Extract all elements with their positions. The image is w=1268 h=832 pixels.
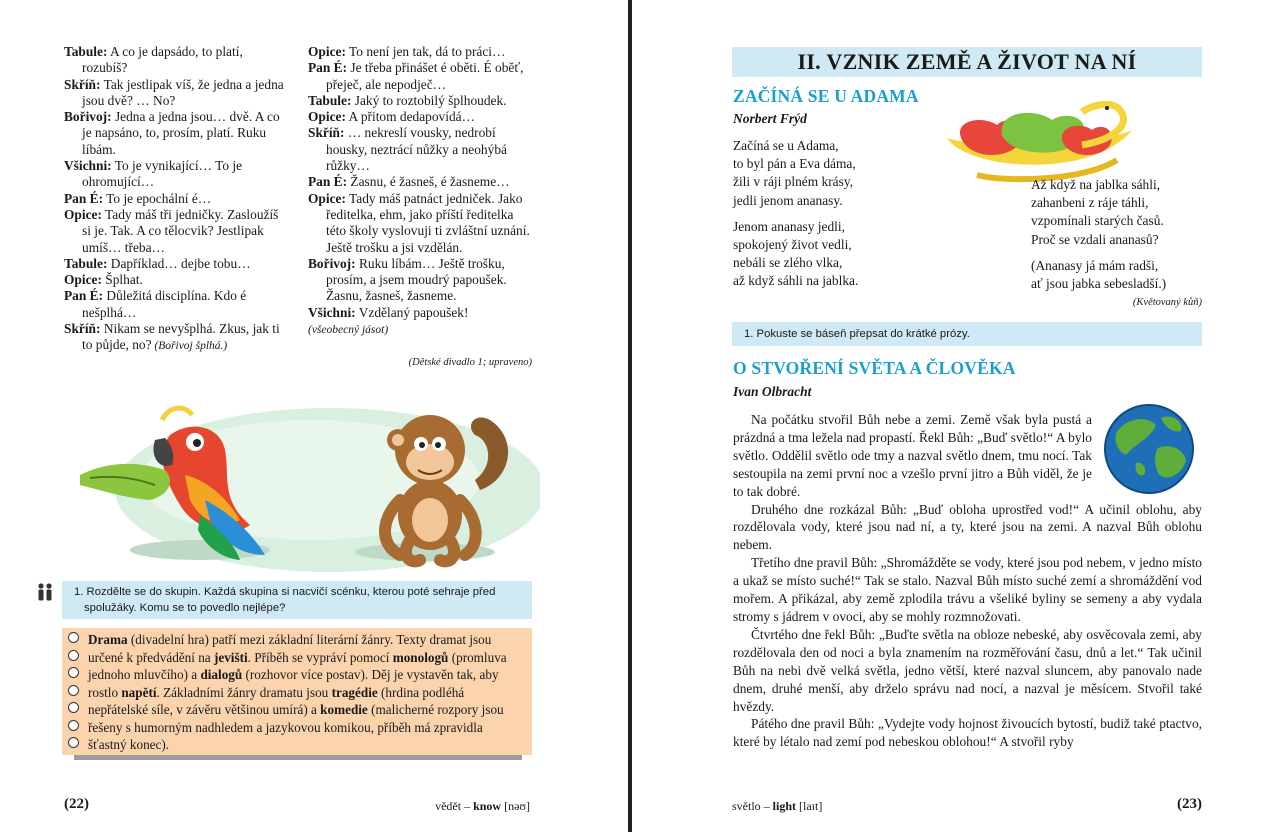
prose-author: Ivan Olbracht xyxy=(733,384,812,399)
speaker-name: Pan É: xyxy=(64,190,104,206)
poem-author: Norbert Frýd xyxy=(733,111,807,126)
vocab-ipa: [nəʊ] xyxy=(501,799,530,813)
parrot-monkey-illustration xyxy=(80,380,540,580)
dialogue-line xyxy=(308,125,532,174)
poem-source: (Květovaný kůň) xyxy=(1132,297,1202,308)
dialogue-column-2 xyxy=(308,44,532,338)
chapter-title: II. VZNIK ZEMĚ A ŽIVOT NA NÍ xyxy=(732,47,1202,77)
drama-text: (malicherné rozpory jsou řešeny s humorným nadhledem a jazykovou komikou, příběh má zpravidla šťastný konec). xyxy=(88,702,504,752)
dialogue-text: Tady máš tři jedničky. Zasloužíš si je. Tak. A co tělocvik? Jestlipak umíš… třeba… xyxy=(82,206,279,255)
paragraph: Druhého dne rozkázal Bůh: „Buď obloha uprostřed vod!“ A učinil oblohu, aby rozdělovala vody, které jsou nad ní, a ty, které jsou na zemi. A nazval Bůh oblohu nebem. xyxy=(733,501,1202,553)
stanza-4 xyxy=(1031,257,1166,293)
paragraph: Třetího dne pravil Bůh: „Shromážděte se vody, které jsou pod nebem, v jedno místo a ukaž se místo suché!“ Tak se stalo. Nazval Bůh místo suché zemí a shromáždění vod mořem. A přikázal, aby země zplodila trávu a všeliké byliny se semeny a aby vydala stromy s jádrem v ovoci, aby se mohly rozmnožovati. xyxy=(733,555,1202,624)
poem-title: ZAČÍNÁ SE U ADAMA xyxy=(733,86,919,106)
pair-work-icon xyxy=(36,582,54,602)
drama-definition-box xyxy=(62,628,532,755)
dialogue-line xyxy=(308,321,532,338)
verse-line: to byl pán a Eva dáma, xyxy=(733,156,856,172)
dialogue-line xyxy=(308,256,532,305)
dialogue-text: To je epochální é… xyxy=(103,190,212,206)
verse-line: Proč se vzdali ananasů? xyxy=(1031,231,1159,247)
dialogue-column-1 xyxy=(64,44,286,355)
dialogue-line xyxy=(64,207,286,256)
dialogue-line xyxy=(64,272,286,288)
drama-term: Drama xyxy=(88,632,128,647)
speaker-name: Bořivoj: xyxy=(308,255,356,271)
vocab-en: know xyxy=(473,799,502,813)
creation-story-text xyxy=(733,411,1202,751)
drama-text: . Příběh se vypráví pomocí xyxy=(247,649,393,665)
speaker-name: Tabule: xyxy=(308,92,352,108)
speaker-name: Všichni: xyxy=(308,304,356,320)
stanza-2 xyxy=(733,218,858,291)
speaker-name: Všichni: xyxy=(64,158,112,174)
speaker-name: Opice: xyxy=(308,44,346,59)
dialogue-text: Šplhat. xyxy=(101,272,143,288)
speaker-name: Opice: xyxy=(64,206,102,222)
dialogue-line xyxy=(64,321,286,355)
verse-line: žili v ráji plném krásy, xyxy=(733,174,853,190)
verse-line: jedli jenom ananasy. xyxy=(733,192,843,208)
verse-line: vzpomínali starých časů. xyxy=(1031,213,1164,229)
stanza-1 xyxy=(733,137,858,210)
dialogue-line xyxy=(64,109,286,158)
stanza-3 xyxy=(1031,176,1166,249)
paragraph: Čtvrtého dne řekl Bůh: „Buďte světla na obloze nebeské, aby osvěcovala zemi, aby rozdělovala den od noci a byla znamením na rozměřování času, dnů a let.“ Tak učinil Bůh na nebi dvě velká světla, jedno větší, které nazval sluncem, aby panovalo nade dnem, druhé menší, aby drželo správu nad nocí, a nazval je měsícem. Stvořil také hvězdy. xyxy=(733,626,1202,714)
drama-keyword: monologů xyxy=(392,649,449,665)
drama-keyword: napětí xyxy=(121,684,157,700)
page-number-right: (23) xyxy=(1177,796,1202,812)
dialogue-line xyxy=(308,109,532,125)
dialogue-text: Vzdělaný papoušek! xyxy=(355,304,469,320)
dialogue-line xyxy=(64,256,286,272)
vocab-footer-left xyxy=(435,799,530,814)
stage-direction: (všeobecný jásot) xyxy=(308,324,389,337)
verse-line: ať jsou jabka sebesladší.) xyxy=(1031,276,1167,292)
dialogue-line xyxy=(64,44,286,77)
paragraph: Na počátku stvořil Bůh nebe a zemi. Země však byla pustá a prázdná a tma ležela nad propastí. Řekl Bůh: „Buď světlo!“ A bylo světlo. Oddělil světlo ode tmy a nazval světlo dnem, tmu nocí. Tak sestoupila na zemi první noc a vzešlo první jitro a Bůh viděl, že je to tak dobré. xyxy=(733,412,1092,499)
box-shadow xyxy=(74,755,522,760)
dialogue-text: A přitom dedapovídá… xyxy=(345,109,475,125)
verse-line: Až když na jablka sáhli, xyxy=(1031,177,1161,192)
verse-line: Začíná se u Adama, xyxy=(733,138,839,153)
speaker-name: Pan É: xyxy=(308,174,348,190)
speaker-name: Tabule: xyxy=(64,44,108,59)
page-number-left: (22) xyxy=(64,796,89,812)
dialogue-line xyxy=(308,191,532,256)
speaker-name: Bořivoj: xyxy=(64,109,112,125)
verse-line: Jenom ananasy jedli, xyxy=(733,218,845,234)
drama-keyword: komedie xyxy=(320,702,368,717)
dialogue-line xyxy=(308,305,532,321)
verse-line: spokojený život vedli, xyxy=(733,237,852,253)
drama-keyword: tragédie xyxy=(331,684,378,700)
left-page xyxy=(0,0,630,832)
dialogue-line xyxy=(64,158,286,191)
dialogue-text: Nikam se nevyšplhá. Zkus, jak ti to půjde, no? xyxy=(82,321,280,353)
dialogue-text: Tady máš patnáct jedniček. Jako ředitelka, ehm, jako příští ředitelka této školy vyslovuji ti zvláštní uznání. Ještě trošku a jsi vzdělán. xyxy=(326,190,530,255)
dialogue-line xyxy=(308,60,532,93)
dialogue-text: Ruku líbám… Ještě trošku, prosím, a jsem moudrý papoušek. Žasnu, žasneš, žasneme. xyxy=(326,255,507,304)
dialogue-line xyxy=(308,174,532,190)
dialogue-text: Tak jestlipak víš, že jedna a jedna jsou dvě? … No? xyxy=(82,76,284,108)
poem-stanzas-right xyxy=(1031,176,1166,301)
vocab-ipa: [laɪt] xyxy=(796,799,823,813)
dialogue-text: Jedna a jedna jsou… dvě. A co je napsáno, to, prosím, platí. Ruku líbám. xyxy=(82,109,280,157)
drama-text: (rozhovor více postav). Děj je vystavěn tak, aby rostlo xyxy=(88,667,499,700)
vocab-en: light xyxy=(772,799,797,813)
verse-line: nebáli se zlého vlka, xyxy=(733,255,843,271)
prose-title: O STVOŘENÍ SVĚTA A ČLOVĚKA xyxy=(733,358,1016,378)
speaker-name: Skříň: xyxy=(308,125,345,141)
speaker-name: Opice: xyxy=(64,272,102,288)
speaker-name: Opice: xyxy=(308,109,346,125)
dialogue-text: To je vynikající… To je ohromující… xyxy=(82,158,243,190)
dialogue-text: Je třeba přinášet é oběti. É oběť, přeječ, ale nepodječ… xyxy=(326,60,524,92)
paragraph: Pátého dne pravil Bůh: „Vydejte vody hojnost živoucích bytostí, budiž také ptactvo, které by létalo nad zemí pod nebeskou oblohou!“ A stvořil ryby xyxy=(733,716,1202,750)
speaker-name: Skříň: xyxy=(64,76,101,92)
speaker-name: Skříň: xyxy=(64,321,101,337)
apples-snake-illustration xyxy=(942,100,1138,186)
dialogue-line xyxy=(64,191,286,207)
verse-line: zahanbeni z ráje táhli, xyxy=(1031,195,1149,211)
task-box-poem: 1. Pokuste se báseň přepsat do krátké prózy. xyxy=(732,322,1202,346)
dialogue-text: Žasnu, é žasneš, é žasneme… xyxy=(347,174,510,190)
dialogue-text: Jaký to roztobilý šplhoudek. xyxy=(351,92,507,108)
dialogue-line xyxy=(64,288,286,321)
speaker-name: Pan É: xyxy=(308,60,348,76)
dialogue-text: Dapříklad… dejbe tobu… xyxy=(107,255,251,271)
verse-line: až když sáhli na jablka. xyxy=(733,273,859,289)
dialogue-source: (Dětské divadlo 1; upraveno) xyxy=(408,357,532,368)
vocab-footer-right xyxy=(732,799,822,814)
dialogue-line xyxy=(308,44,532,60)
binder-holes xyxy=(68,632,82,755)
dialogue-line xyxy=(308,93,532,109)
vocab-cz: světlo – xyxy=(732,799,773,813)
dialogue-text: A co je dapsádo, to platí, rozubíš? xyxy=(82,44,243,76)
task-box-groups: 1. Rozdělte se do skupin. Každá skupina si nacvičí scénku, kterou poté sehraje před spolužáky. Komu se to povedlo nejlépe? xyxy=(62,581,532,619)
speaker-name: Pan É: xyxy=(64,288,104,304)
drama-text: (divadelní hra) patří mezi základní literární žánry. Texty dramat jsou určené k předvádění na xyxy=(88,632,492,665)
dialogue-line xyxy=(64,77,286,110)
right-page xyxy=(632,0,1268,832)
dialogue-text: To není jen tak, dá to práci… xyxy=(345,44,506,59)
vocab-cz: vědět – xyxy=(435,799,474,813)
speaker-name: Opice: xyxy=(308,190,346,206)
verse-line: (Ananasy já mám radši, xyxy=(1031,257,1159,273)
drama-keyword: jevišti xyxy=(213,649,248,665)
stage-direction: (Bořivoj šplhá.) xyxy=(151,340,228,353)
drama-text: . Základními žánry dramatu jsou xyxy=(156,684,332,700)
dialogue-text: Důležitá disciplína. Kdo é nešplhá… xyxy=(82,288,247,320)
drama-text: (promluva jednoho mluvčího) a xyxy=(88,649,507,682)
dialogue-text: … nekreslí vousky, nedrobí housky, neztrácí nůžky a neohýbá růžky… xyxy=(326,125,507,174)
poem-stanzas-left xyxy=(733,137,858,299)
drama-keyword: dialogů xyxy=(200,667,243,682)
speaker-name: Tabule: xyxy=(64,255,108,271)
drama-text: (hrdina podléhá nepřátelské síle, v závěru většinou umírá) a xyxy=(88,684,465,717)
